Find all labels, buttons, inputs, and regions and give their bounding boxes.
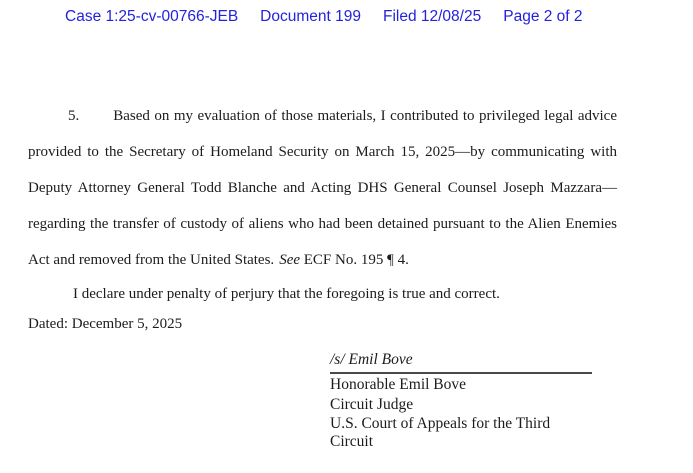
paragraph-5-line-3: Deputy Attorney General Todd Blanche and Acting DHS General Counsel Joseph Mazzara—: [28, 180, 617, 196]
dated-line: Dated: December 5, 2025: [28, 316, 183, 332]
electronic-signature: /s/ Emil Bove: [330, 351, 592, 374]
signer-title: Circuit Judge: [330, 395, 414, 413]
filed-date: Filed 12/08/25: [382, 8, 482, 25]
paragraph-number: 5.: [68, 108, 80, 124]
paragraph-5-line-2: provided to the Secretary of Homeland Security on March 15, 2025—by communicating with: [28, 144, 617, 160]
paragraph-5: [28, 98, 617, 278]
ecf-citation: ECF No. 195 ¶ 4.: [303, 252, 409, 268]
page-info: Page 2 of 2: [503, 8, 583, 25]
signature-block: [330, 351, 592, 450]
see-citation-italic: See: [279, 252, 301, 268]
document-number: Document 199: [260, 8, 361, 25]
paragraph-5-line-5-text: Act and removed from the United States.: [28, 252, 275, 268]
paragraph-5-line-1: [28, 98, 617, 134]
ecf-header-stamp: [65, 8, 583, 26]
signer-name: Honorable Emil Bove: [330, 376, 467, 393]
perjury-declaration: I declare under penalty of perjury that the foregoing is true and correct.: [73, 286, 500, 302]
paragraph-5-line-1-text: Based on my evaluation of those materials, I contributed to privileged legal advice: [113, 108, 617, 124]
paragraph-5-line-5: [28, 242, 617, 278]
case-number: Case 1:25-cv-00766-JEB: [65, 8, 239, 25]
paragraph-5-line-4: regarding the transfer of custody of aliens who had been detained pursuant to the Alien Enemies: [28, 216, 617, 232]
signer-court: U.S. Court of Appeals for the Third Circuit: [330, 415, 551, 450]
